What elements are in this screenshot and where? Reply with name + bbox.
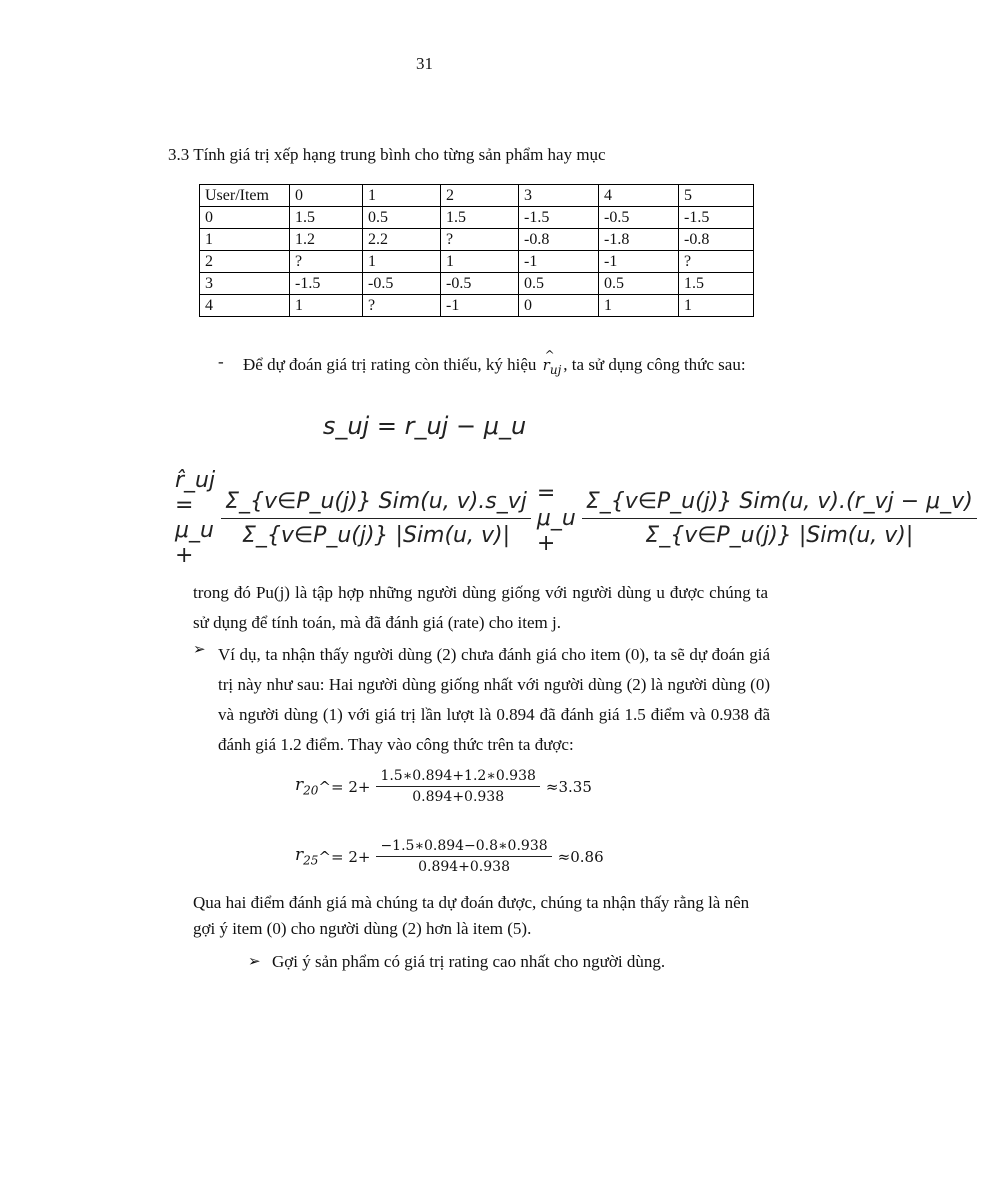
formula-s-uj: s_uj = r_uj − μ_u (322, 412, 527, 440)
calc1-eq: ^= 2+ (318, 777, 371, 796)
conclusion-paragraph: Qua hai điểm đánh giá mà chúng ta dự đoán được, chúng ta nhận thấy rằng là nên gợi ý item (0) cho người dùng (2) hơn là item (5). (193, 893, 750, 938)
table-cell: 4 (200, 295, 290, 317)
calc1-result: ≈3.35 (545, 777, 592, 796)
calc1-denominator: 0.894+0.938 (412, 789, 505, 805)
table-cell: 2.2 (363, 229, 441, 251)
formula2-fraction-2 (582, 489, 977, 548)
calc-r25 (295, 838, 604, 875)
calc-r20 (295, 768, 592, 805)
section-heading: 3.3 Tính giá trị xếp hạng trung bình cho từng sản phẩm hay mục (168, 145, 606, 164)
table-cell: -1 (599, 251, 679, 273)
calc2-sub: 25 (303, 853, 319, 868)
final-bullet-text: Gợi ý sản phẩm có giá trị rating cao nhất cho người dùng. (272, 952, 666, 971)
table-cell: 1.5 (679, 273, 754, 295)
table-header-cell: 3 (519, 185, 599, 207)
calc2-eq: ^= 2+ (318, 847, 371, 866)
table-cell: 1.2 (290, 229, 363, 251)
table-cell: 1 (290, 295, 363, 317)
calc1-fraction (376, 768, 539, 805)
table-cell: 0 (519, 295, 599, 317)
example-paragraph: Ví dụ, ta nhận thấy người dùng (2) chưa đánh giá cho item (0), ta sẽ dự đoán giá trị này như sau: Hai người dùng giống nhất với người dùng (2) là người dùng (0) và người dùng (1) với giá trị lần lượt là 0.894 đã đánh giá 1.5 điểm và 0.938 đã đánh giá 1.2 điểm. Thay vào công thức trên ta được: (218, 645, 770, 754)
table-cell: 2 (200, 251, 290, 273)
calc2-numerator: −1.5∗0.894−0.8∗0.938 (376, 838, 551, 857)
r-hat-symbol (543, 352, 562, 383)
para1-lead: Để dự đoán giá trị rating còn thiếu, ký hiệu (243, 355, 537, 374)
table-cell: -0.5 (441, 273, 519, 295)
table-cell: 3 (200, 273, 290, 295)
table-cell: 1.5 (290, 207, 363, 229)
arrow-bullet-icon: ➢ (248, 954, 261, 970)
rating-table (199, 184, 754, 317)
table-cell: 0 (200, 207, 290, 229)
formula2-frac1-numerator: Σ_{v∈P_u(j)} Sim(u, v).s_vj (221, 489, 531, 519)
table-row (200, 295, 754, 317)
missing-rating-paragraph (243, 352, 763, 383)
table-row (200, 273, 754, 295)
table-cell: -1 (519, 251, 599, 273)
formula2-frac2-numerator: Σ_{v∈P_u(j)} Sim(u, v).(r_vj − μ_v) (582, 489, 977, 519)
table-header-cell: 4 (599, 185, 679, 207)
calc2-denominator: 0.894+0.938 (418, 859, 510, 875)
arrow-bullet-icon: ➢ (193, 642, 206, 658)
calc2-fraction (376, 838, 551, 875)
formula-r-hat-uj (175, 468, 983, 568)
calc2-lhs (295, 845, 318, 867)
calc1-numerator: 1.5∗0.894+1.2∗0.938 (376, 768, 539, 787)
dash-bullet: - (218, 352, 224, 371)
table-row (200, 229, 754, 251)
table-cell: -0.5 (599, 207, 679, 229)
r-hat-sub: uj (549, 363, 562, 377)
table-header-cell: 5 (679, 185, 754, 207)
table-cell: -1 (441, 295, 519, 317)
calc1-sub: 20 (303, 783, 319, 798)
formula2-lhs: r̂_uj = μ_u + (175, 468, 216, 568)
table-header-row (200, 185, 754, 207)
table-cell: -0.8 (519, 229, 599, 251)
formula2-mid: = μ_u + (536, 480, 576, 556)
table-cell: -0.8 (679, 229, 754, 251)
table-cell: 0.5 (599, 273, 679, 295)
table-cell: -1.8 (599, 229, 679, 251)
calc2-r: r (295, 845, 304, 866)
pu-definition-paragraph: trong đó Pu(j) là tập hợp những người dùng giống với người dùng u được chúng ta sử dụng để tính toán, mà đã đánh giá (rate) cho item j. (193, 583, 768, 632)
page-number: 31 (416, 54, 433, 73)
table-cell: -1.5 (519, 207, 599, 229)
table-header-cell: 1 (363, 185, 441, 207)
table-cell: ? (441, 229, 519, 251)
table-row (200, 251, 754, 273)
table-cell: ? (290, 251, 363, 273)
r-hat-letter: r (542, 356, 550, 374)
table-header-cell: User/Item (200, 185, 290, 207)
table-header-cell: 2 (441, 185, 519, 207)
formula2-frac1-denominator: Σ_{v∈P_u(j)} |Sim(u, v)| (241, 522, 510, 548)
table-cell: -0.5 (363, 273, 441, 295)
table-cell: 1 (441, 251, 519, 273)
calc1-r: r (295, 775, 304, 796)
table-cell: 1 (679, 295, 754, 317)
calc1-lhs (295, 775, 318, 797)
table-cell: ? (363, 295, 441, 317)
table-cell: ? (679, 251, 754, 273)
table-cell: 1 (363, 251, 441, 273)
calc2-result: ≈0.86 (557, 847, 604, 866)
formula2-frac2-denominator: Σ_{v∈P_u(j)} |Sim(u, v)| (645, 522, 914, 548)
table-cell: 1 (200, 229, 290, 251)
table-cell: 0.5 (519, 273, 599, 295)
table-cell: 0.5 (363, 207, 441, 229)
formula2-fraction-1 (221, 489, 531, 548)
para1-tail: , ta sử dụng công thức sau: (563, 355, 746, 374)
table-cell: 1.5 (441, 207, 519, 229)
table-cell: -1.5 (290, 273, 363, 295)
table-cell: 1 (599, 295, 679, 317)
table-row (200, 207, 754, 229)
table-header-cell: 0 (290, 185, 363, 207)
table-cell: -1.5 (679, 207, 754, 229)
